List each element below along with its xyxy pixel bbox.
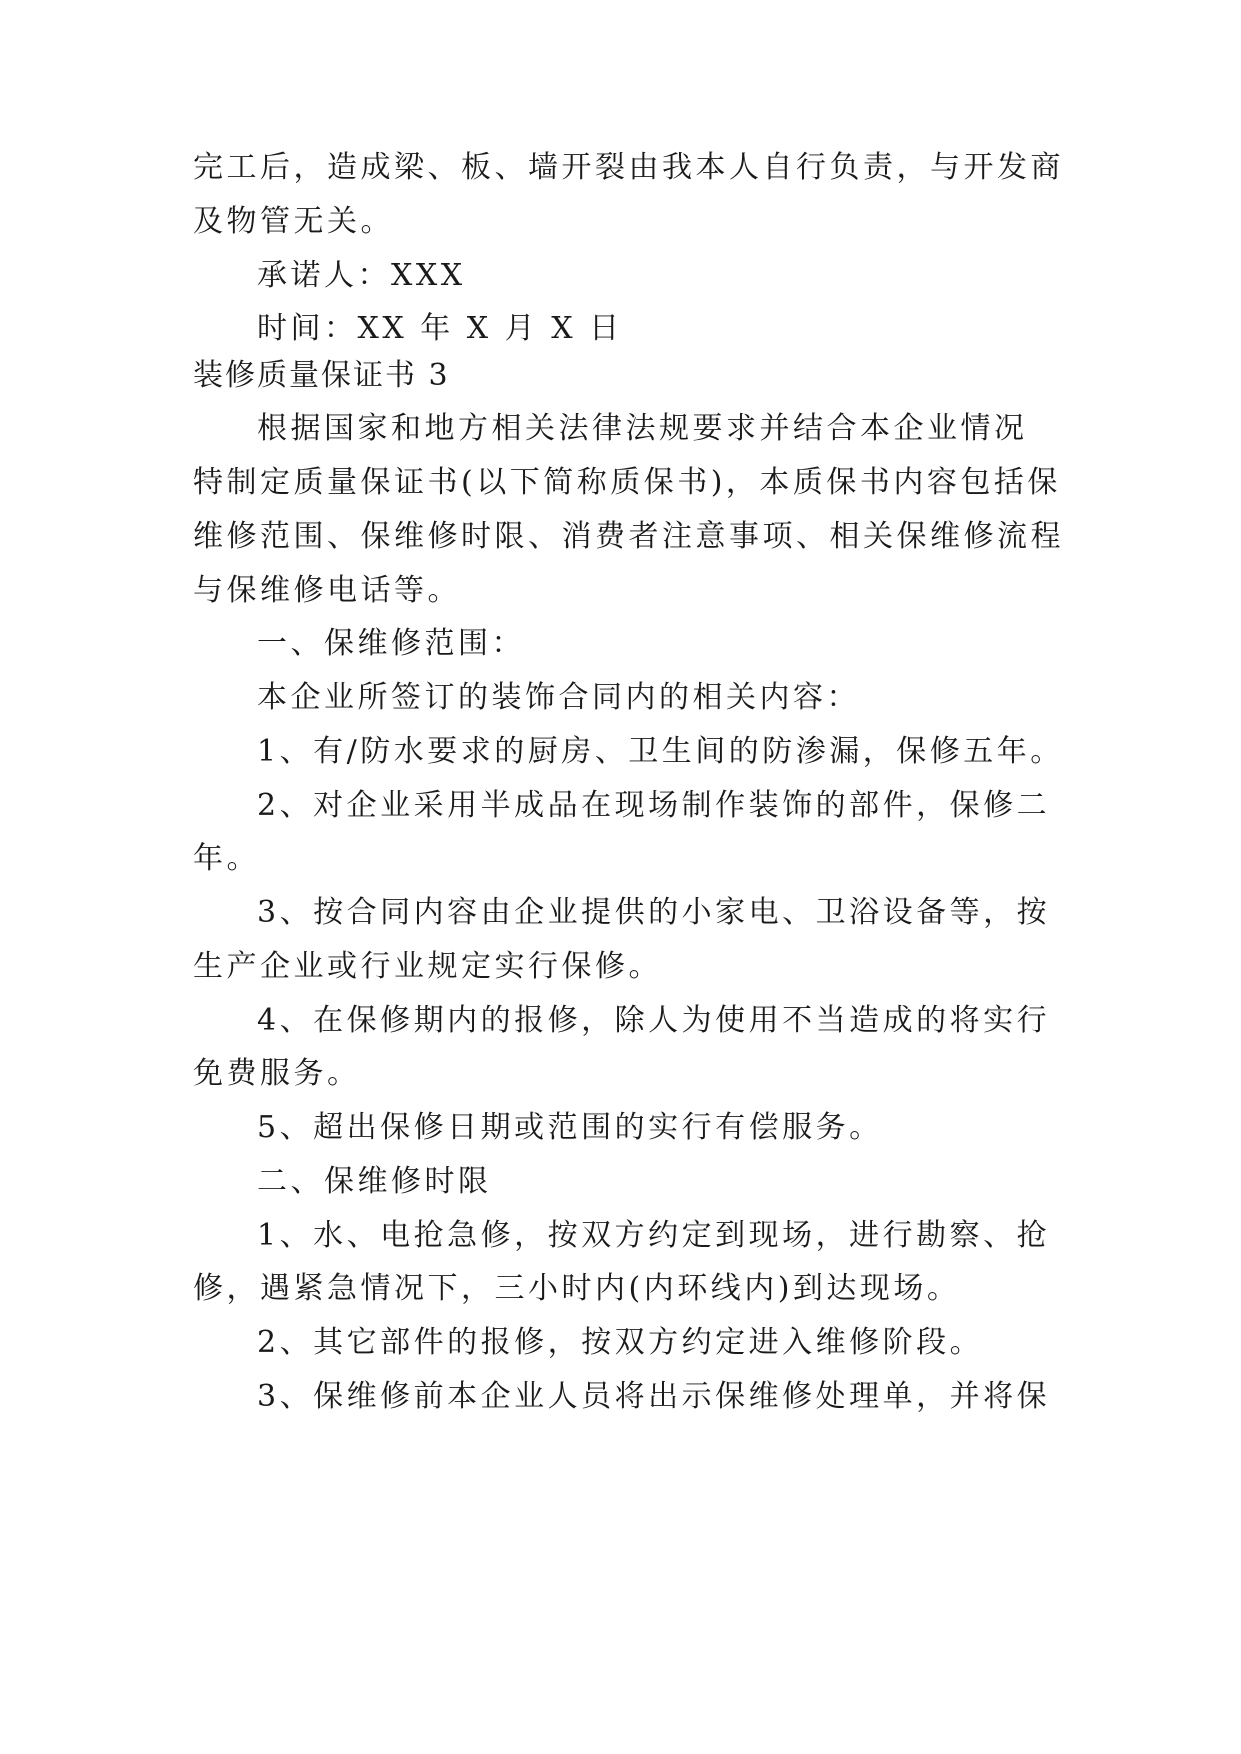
list-item-continued: 年。 bbox=[193, 841, 260, 876]
body-line: 本企业所签订的装饰合同内的相关内容： bbox=[257, 680, 860, 715]
list-item: 1、有/防水要求的厨房、卫生间的防渗漏，保修五年。 bbox=[257, 734, 1064, 769]
list-item: 3、按合同内容由企业提供的小家电、卫浴设备等，按 bbox=[257, 895, 1051, 930]
body-line: 特制定质量保证书(以下简称质保书)，本质保书内容包括保 bbox=[193, 465, 1061, 500]
list-item: 2、对企业采用半成品在现场制作装饰的部件，保修二 bbox=[257, 788, 1051, 823]
section-title: 装修质量保证书 3 bbox=[193, 358, 450, 393]
heading-line: 二、保维修时限 bbox=[257, 1164, 492, 1199]
promisor-line: 承诺人：XXX bbox=[257, 258, 466, 293]
list-item-continued: 修，遇紧急情况下，三小时内(内环线内)到达现场。 bbox=[193, 1271, 961, 1306]
list-item: 2、其它部件的报修，按双方约定进入维修阶段。 bbox=[257, 1325, 984, 1360]
body-line: 根据国家和地方相关法律法规要求并结合本企业情况 bbox=[257, 411, 1028, 446]
list-item: 4、在保修期内的报修，除人为使用不当造成的将实行 bbox=[257, 1003, 1051, 1038]
list-item: 3、保维修前本企业人员将出示保维修处理单，并将保 bbox=[257, 1379, 1051, 1414]
list-item: 1、水、电抢急修，按双方约定到现场，进行勘察、抢 bbox=[257, 1218, 1051, 1253]
list-item: 5、超出保修日期或范围的实行有偿服务。 bbox=[257, 1110, 883, 1145]
body-line: 及物管无关。 bbox=[193, 204, 394, 239]
list-item-continued: 免费服务。 bbox=[193, 1056, 361, 1091]
body-line: 维修范围、保维修时限、消费者注意事项、相关保维修流程 bbox=[193, 519, 1064, 554]
body-line: 与保维修电话等。 bbox=[193, 573, 461, 608]
date-line: 时间：XX 年 X 月 X 日 bbox=[257, 311, 623, 346]
heading-line: 一、保维修范围： bbox=[257, 626, 525, 661]
list-item-continued: 生产企业或行业规定实行保修。 bbox=[193, 949, 662, 984]
body-line: 完工后，造成梁、板、墙开裂由我本人自行负责，与开发商 bbox=[193, 150, 1064, 185]
